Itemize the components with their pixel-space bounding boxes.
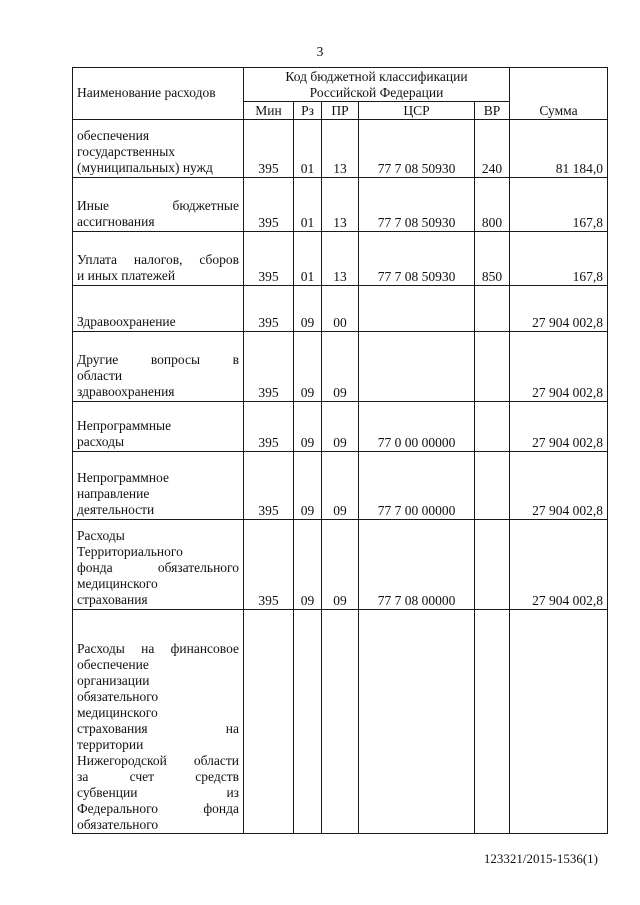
table-row <box>73 178 608 232</box>
cell-rz: 09 <box>294 402 322 452</box>
expense-name-line: государственных <box>77 144 176 159</box>
expense-name-line: Расходы на финансовое <box>77 641 239 656</box>
table-row <box>73 120 608 178</box>
header-code-line2: Российской Федерации <box>309 85 444 100</box>
cell-expense-name <box>73 232 244 286</box>
table-row <box>73 232 608 286</box>
cell-min: 395 <box>244 120 294 178</box>
cell-sum: 27 904 002,8 <box>510 286 608 332</box>
table-row <box>73 610 608 834</box>
cell-min: 395 <box>244 332 294 402</box>
table-body <box>73 120 608 834</box>
header-vr: ВР <box>475 102 510 120</box>
expense-name-line: медицинского <box>77 705 158 720</box>
expense-name-line: субвенции из <box>77 785 239 800</box>
expense-name-line: фонда обязательного <box>77 560 239 575</box>
expense-name-line: Уплата налогов, сборов <box>77 252 239 267</box>
document-number: 123321/2015-1536(1) <box>483 851 598 866</box>
cell-sum: 27 904 002,8 <box>510 402 608 452</box>
expense-name-line: Здравоохранение <box>77 314 176 329</box>
expense-name-line: страхования на <box>77 721 239 736</box>
expense-name-line: Другие вопросы в <box>77 352 239 367</box>
table-row <box>73 520 608 610</box>
cell-sum: 167,8 <box>510 178 608 232</box>
expense-name-line: расходы <box>77 434 125 449</box>
expense-name-line: деятельности <box>77 502 155 517</box>
expense-name-line: обязательного <box>77 817 159 832</box>
cell-pr: 13 <box>322 120 359 178</box>
header-pr: ПР <box>322 102 359 120</box>
header-code-cell <box>244 68 510 102</box>
cell-min <box>244 610 294 834</box>
cell-rz: 09 <box>294 332 322 402</box>
cell-sum: 27 904 002,8 <box>510 520 608 610</box>
expense-name-line: Непрограммное <box>77 470 169 485</box>
cell-sum: 81 184,0 <box>510 120 608 178</box>
cell-csr: 77 7 08 50930 <box>359 232 475 286</box>
expense-name-line: здравоохранения <box>77 384 175 399</box>
cell-min: 395 <box>244 452 294 520</box>
header-csr: ЦСР <box>359 102 475 120</box>
cell-csr: 77 7 08 00000 <box>359 520 475 610</box>
expense-name-line: медицинского <box>77 576 158 591</box>
cell-pr <box>322 610 359 834</box>
cell-vr <box>475 452 510 520</box>
cell-pr: 00 <box>322 286 359 332</box>
cell-vr <box>475 286 510 332</box>
cell-pr: 13 <box>322 178 359 232</box>
expense-name-line: обязательного <box>77 689 159 704</box>
cell-pr: 09 <box>322 402 359 452</box>
cell-sum: 167,8 <box>510 232 608 286</box>
cell-sum: 27 904 002,8 <box>510 332 608 402</box>
expense-name-line: Иные бюджетные <box>77 198 239 213</box>
cell-min: 395 <box>244 232 294 286</box>
header-sum-label: Сумма <box>539 103 578 118</box>
cell-csr <box>359 286 475 332</box>
cell-vr: 800 <box>475 178 510 232</box>
cell-rz: 09 <box>294 452 322 520</box>
cell-pr: 09 <box>322 332 359 402</box>
expense-name-line: за счет средств <box>77 769 239 784</box>
expense-name-line: территории <box>77 737 144 752</box>
table-row <box>73 332 608 402</box>
header-sum-cell <box>510 68 608 120</box>
expense-name-line: ассигнования <box>77 214 155 229</box>
cell-pr: 09 <box>322 452 359 520</box>
cell-sum: 27 904 002,8 <box>510 452 608 520</box>
cell-csr: 77 7 00 00000 <box>359 452 475 520</box>
cell-pr: 13 <box>322 232 359 286</box>
table-row <box>73 402 608 452</box>
cell-expense-name <box>73 402 244 452</box>
expense-name-line: и иных платежей <box>77 268 176 283</box>
cell-csr <box>359 610 475 834</box>
expense-name-line: Территориального <box>77 544 183 559</box>
header-rz: Рз <box>294 102 322 120</box>
expense-name-line: обеспечения <box>77 128 150 143</box>
cell-sum <box>510 610 608 834</box>
expense-name-line: организации <box>77 673 150 688</box>
cell-expense-name <box>73 452 244 520</box>
cell-min: 395 <box>244 402 294 452</box>
cell-pr: 09 <box>322 520 359 610</box>
header-name-cell <box>73 68 244 120</box>
cell-vr: 240 <box>475 120 510 178</box>
budget-table <box>72 67 608 834</box>
cell-min: 395 <box>244 286 294 332</box>
cell-vr <box>475 610 510 834</box>
table-header-row <box>73 68 608 102</box>
cell-rz: 09 <box>294 286 322 332</box>
cell-csr <box>359 332 475 402</box>
expense-name-line: направление <box>77 486 150 501</box>
page-number: 3 <box>316 44 324 59</box>
cell-rz: 01 <box>294 120 322 178</box>
table-row <box>73 286 608 332</box>
cell-vr: 850 <box>475 232 510 286</box>
cell-min: 395 <box>244 178 294 232</box>
expense-name-line: Нижегородской области <box>77 753 239 768</box>
cell-rz: 01 <box>294 232 322 286</box>
expense-name-line: Федерального фонда <box>77 801 239 816</box>
header-name-label: Наименование расходов <box>77 85 216 100</box>
cell-min: 395 <box>244 520 294 610</box>
cell-csr: 77 7 08 50930 <box>359 120 475 178</box>
cell-expense-name <box>73 120 244 178</box>
cell-expense-name <box>73 610 244 834</box>
expense-name-line: Расходы <box>77 528 125 543</box>
cell-expense-name <box>73 332 244 402</box>
expense-name-line: Непрограммные <box>77 418 172 433</box>
expense-name-line: обеспечение <box>77 657 149 672</box>
cell-expense-name <box>73 520 244 610</box>
header-min: Мин <box>244 102 294 120</box>
header-code-line1: Код бюджетной классификации <box>285 69 468 84</box>
cell-csr: 77 7 08 50930 <box>359 178 475 232</box>
cell-expense-name <box>73 178 244 232</box>
cell-vr <box>475 332 510 402</box>
cell-csr: 77 0 00 00000 <box>359 402 475 452</box>
cell-vr <box>475 402 510 452</box>
cell-rz: 09 <box>294 520 322 610</box>
cell-vr <box>475 520 510 610</box>
cell-rz: 01 <box>294 178 322 232</box>
expense-name-line: (муниципальных) нужд <box>77 160 213 175</box>
cell-expense-name <box>73 286 244 332</box>
expense-name-line: области <box>77 368 123 383</box>
cell-rz <box>294 610 322 834</box>
expense-name-line: страхования <box>77 592 148 607</box>
table-row <box>73 452 608 520</box>
